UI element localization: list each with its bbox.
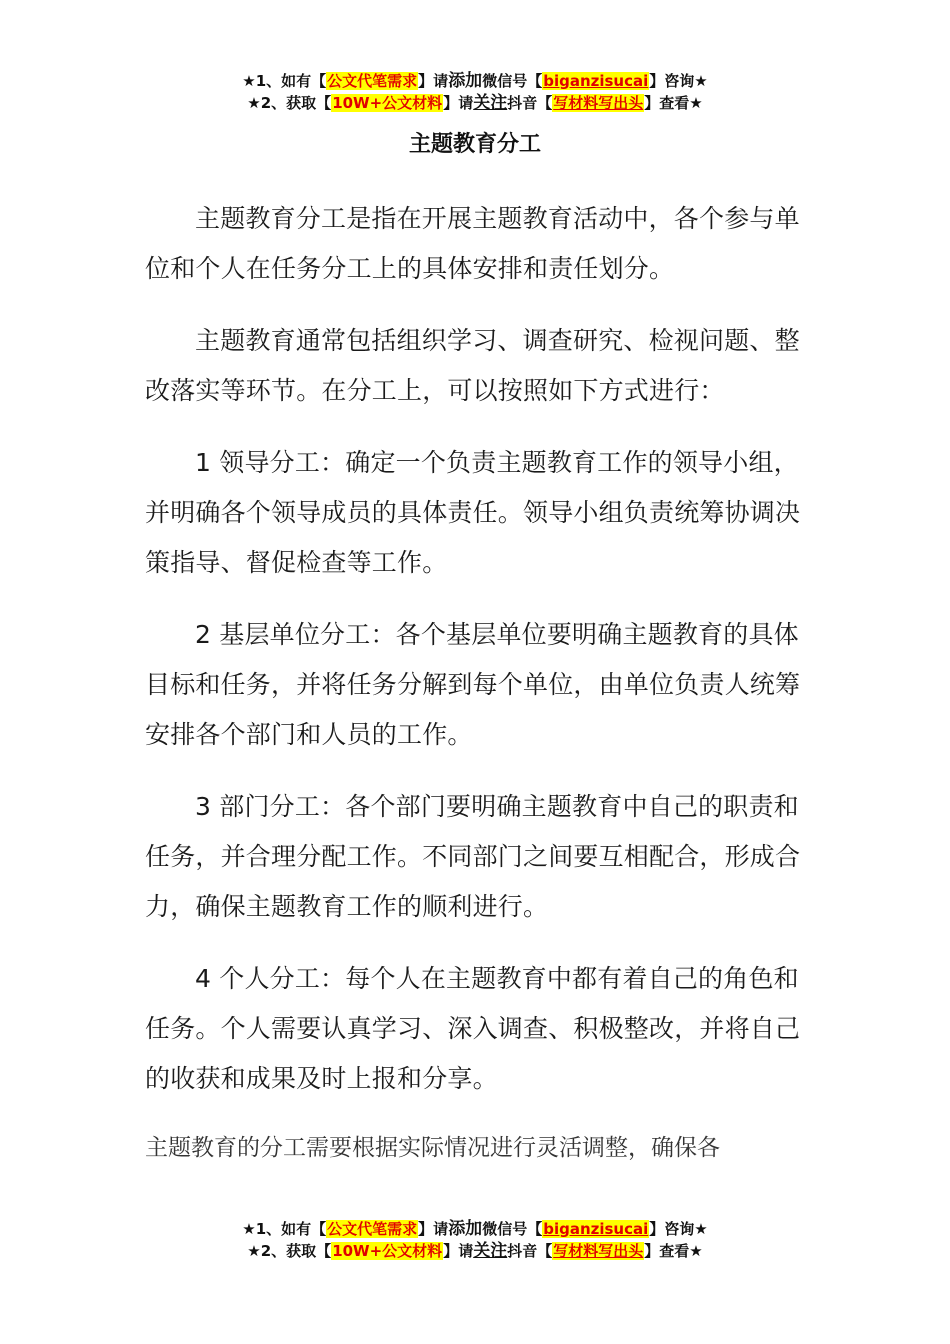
banner-text: ★1、如有【 (242, 72, 327, 90)
banner-text: 】请 (443, 1242, 474, 1260)
banner-text: 】查看★ (644, 1242, 703, 1260)
banner-highlight: 10W+公文材料 (332, 1242, 443, 1260)
paragraph: 主题教育通常包括组织学习、调查研究、检视问题、整改落实等环节。在分工上，可以按照如下方式进行： (145, 326, 800, 405)
paragraph: 4 个人分工：每个人在主题教育中都有着自己的角色和任务。个人需要认真学习、深入调查、积极整改，并将自己的收获和成果及时上报和分享。 (145, 964, 801, 1093)
banner-line-2 (0, 92, 950, 114)
paragraph: 1 领导分工：确定一个负责主题教育工作的领导小组，并明确各个领导成员的具体责任。领导小组负责统筹协调决策指导、督促检查等工作。 (145, 448, 801, 577)
banner-text: 】咨询★ (649, 72, 708, 90)
banner-text: ★2、获取【 (247, 1242, 332, 1260)
banner-text: 微信号【 (482, 72, 543, 90)
banner-douyin-id: 写材料写出头 (553, 1242, 644, 1260)
banner-emphasis: 添加 (448, 1219, 483, 1239)
banner-emphasis: 关注 (473, 1241, 508, 1261)
banner-text: 】咨询★ (649, 1220, 708, 1238)
banner-text: 】请 (443, 94, 474, 112)
banner-text: 】请 (418, 1220, 449, 1238)
banner-wechat-id: biganzisucai (543, 72, 649, 90)
banner-highlight: 公文代笔需求 (327, 72, 418, 90)
banner-douyin-id: 写材料写出头 (553, 94, 644, 112)
banner-text: ★2、获取【 (247, 94, 332, 112)
document-body (145, 194, 810, 1126)
banner-line-2 (0, 1240, 950, 1262)
header-banner (0, 70, 950, 114)
paragraph: 3 部门分工：各个部门要明确主题教育中自己的职责和任务，并合理分配工作。不同部门之间要互相配合，形成合力，确保主题教育工作的顺利进行。 (145, 792, 801, 921)
banner-line-1 (0, 1218, 950, 1240)
banner-text: 抖音【 (507, 1242, 553, 1260)
paragraph: 2 基层单位分工：各个基层单位要明确主题教育的具体目标和任务，并将任务分解到每个单位，由单位负责人统筹安排各个部门和人员的工作。 (145, 620, 801, 749)
banner-highlight: 10W+公文材料 (332, 94, 443, 112)
banner-line-1 (0, 70, 950, 92)
banner-text: ★1、如有【 (242, 1220, 327, 1238)
banner-emphasis: 关注 (473, 93, 508, 113)
paragraph: 主题教育分工是指在开展主题教育活动中，各个参与单位和个人在任务分工上的具体安排和责任划分。 (145, 204, 800, 283)
banner-highlight: 公文代笔需求 (327, 1220, 418, 1238)
banner-emphasis: 添加 (448, 71, 483, 91)
footer-banner (0, 1218, 950, 1262)
banner-wechat-id: biganzisucai (543, 1220, 649, 1238)
banner-text: 】查看★ (644, 94, 703, 112)
document-title: 主题教育分工 (408, 132, 541, 157)
banner-text: 微信号【 (482, 1220, 543, 1238)
banner-text: 】请 (418, 72, 449, 90)
banner-text: 抖音【 (507, 94, 553, 112)
truncated-paragraph: 主题教育的分工需要根据实际情况进行灵活调整，确保各 (145, 1135, 720, 1161)
